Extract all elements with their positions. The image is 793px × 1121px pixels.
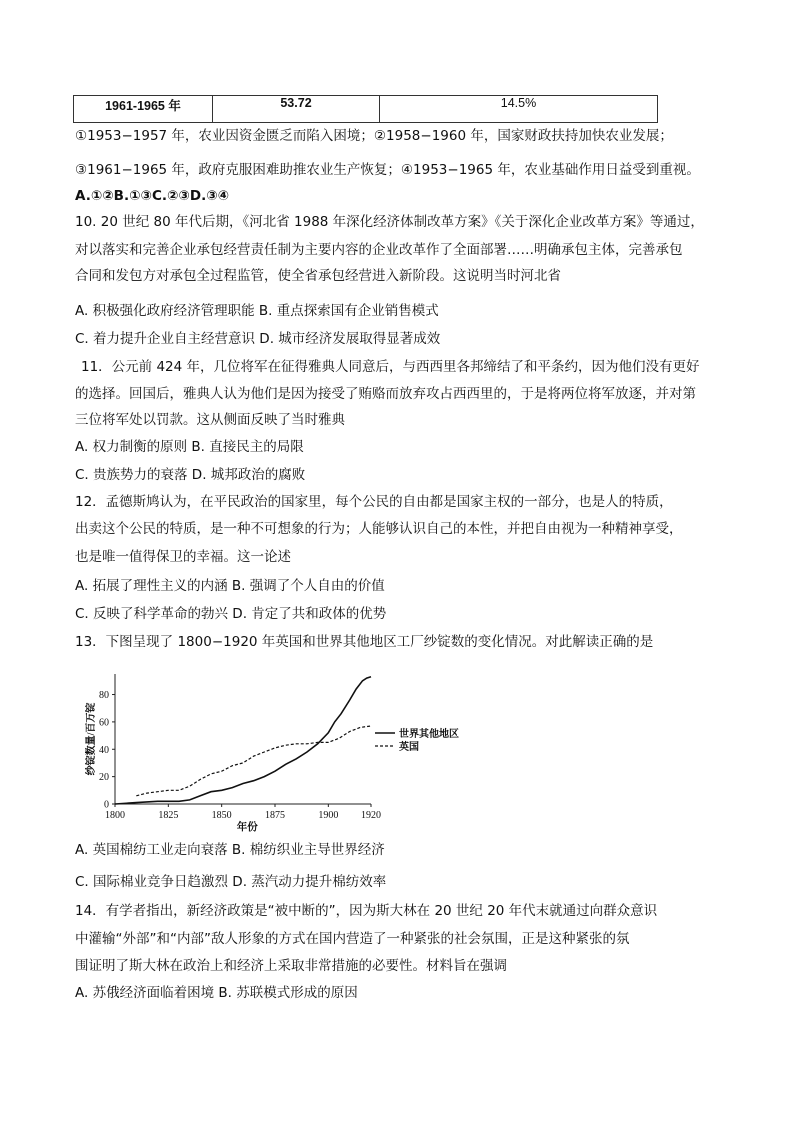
q14-stem-line-1: 14．有学者指出，新经济政策是“被中断的”，因为斯大林在 20 世纪 20 年代末就通过向群众意识 — [75, 903, 658, 919]
q12-stem-line-1: 12．孟德斯鸠认为，在平民政治的国家里，每个公民的自由都是国家主权的一部分，也是人的特质， — [75, 494, 673, 510]
x-axis-label: 年份 — [236, 822, 258, 832]
x-tick-label: 1825 — [158, 810, 179, 821]
q12-stem-line-3: 也是唯一值得保卫的幸福。这一论述 — [75, 549, 291, 565]
q11-stem-line-1: 11．公元前 424 年，几位将军在征得雅典人同意后，与西西里各邦缔结了和平条约，因为他们没有更好 — [81, 359, 700, 375]
q13-stem: 13．下图呈现了 1800−1920 年英国和世界其他地区工厂纱锭数的变化情况。对此解读正确的是 — [75, 634, 654, 650]
q13-options-ab: A. 英国棉纺工业走向衰落 B. 棉纺织业主导世界经济 — [75, 842, 385, 858]
table-cell-ratio: 14.5% — [380, 96, 658, 123]
q9-statement-3-4: ③1961−1965 年，政府克服困难助推农业生产恢复；④1953−1965 年，农业基础作用日益受到重视。 — [75, 162, 700, 178]
table-cell-period: 1961-1965 年 — [74, 96, 213, 123]
q12-options-ab: A. 拓展了理性主义的内涵 B. 强调了个人自由的价值 — [75, 578, 385, 594]
q14-options-ab: A. 苏俄经济面临着困境 B. 苏联模式形成的原因 — [75, 985, 358, 1001]
y-tick-label: 40 — [99, 744, 109, 756]
q12-options-cd: C. 反映了科学革命的勃兴 D. 肯定了共和政体的优势 — [75, 606, 387, 622]
q9-statement-1-2: ①1953−1957 年，农业因资金匮乏而陷入困境；②1958−1960 年，国家财政扶持加快农业发展； — [75, 128, 673, 144]
q11-stem-line-2: 的选择。回国后，雅典人认为他们是因为接受了贿赂而放弃攻占西西里的，于是将两位将军放逐，并对第 — [75, 386, 696, 402]
x-tick-label: 1920 — [361, 810, 381, 821]
q10-stem-line-3: 合同和发包方对承包全过程监管，使全省承包经营进入新阶段。这说明当时河北省 — [75, 268, 561, 284]
q13-options-cd: C. 国际棉业竞争日趋激烈 D. 蒸汽动力提升棉纺效率 — [75, 874, 387, 890]
q11-options-cd: C. 贵族势力的衰落 D. 城邦政治的腐败 — [75, 467, 306, 483]
q12-stem-line-2: 出卖这个公民的特质，是一种不可想象的行为；人能够认识自己的本性，并把自由视为一种精神享受， — [75, 521, 683, 537]
table-row — [74, 96, 658, 123]
y-axis-label: 纱锭数量/百万锭 — [86, 702, 97, 776]
q9-options: A.①②B.①③C.②③D.③④ — [75, 188, 230, 204]
x-tick-label: 1800 — [105, 810, 125, 821]
x-tick-label: 1850 — [211, 810, 232, 821]
legend-label-2: 英国 — [399, 742, 419, 753]
y-tick-label: 80 — [99, 690, 109, 702]
spindle-chart — [85, 662, 480, 832]
q11-stem-line-3: 三位将军处以罚款。这从侧面反映了当时雅典 — [75, 412, 345, 428]
y-tick-label: 60 — [99, 717, 109, 729]
q10-stem-line-1: 10. 20 世纪 80 年代后期，《河北省 1988 年深化经济体制改革方案》《关于深化企业改革方案》等通过， — [75, 214, 704, 230]
q11-options-ab: A. 权力制衡的原则 B. 直接民主的局限 — [75, 439, 304, 455]
y-tick-label: 0 — [104, 799, 109, 811]
q10-options-ab: A. 积极强化政府经济管理职能 B. 重点探索国有企业销售模式 — [75, 303, 439, 319]
data-table — [73, 95, 658, 123]
y-tick-label: 20 — [99, 772, 109, 784]
table-cell-value: 53.72 — [213, 96, 380, 123]
q14-stem-line-3: 围证明了斯大林在政治上和经济上采取非常措施的必要性。材料旨在强调 — [75, 958, 507, 974]
q10-options-cd: C. 着力提升企业自主经营意识 D. 城市经济发展取得显著成效 — [75, 331, 441, 347]
legend-label-1: 世界其他地区 — [399, 729, 459, 740]
q10-stem-line-2: 对以落实和完善企业承包经营责任制为主要内容的企业改革作了全面部署……明确承包主体，完善承包 — [75, 242, 683, 258]
x-tick-label: 1900 — [318, 810, 339, 821]
x-tick-label: 1875 — [265, 810, 285, 821]
q14-stem-line-2: 中灌输“外部”和“内部”敌人形象的方式在国内营造了一种紧张的社会氛围，正是这种紧张的氛 — [75, 931, 630, 947]
series-line-2 — [136, 726, 371, 796]
